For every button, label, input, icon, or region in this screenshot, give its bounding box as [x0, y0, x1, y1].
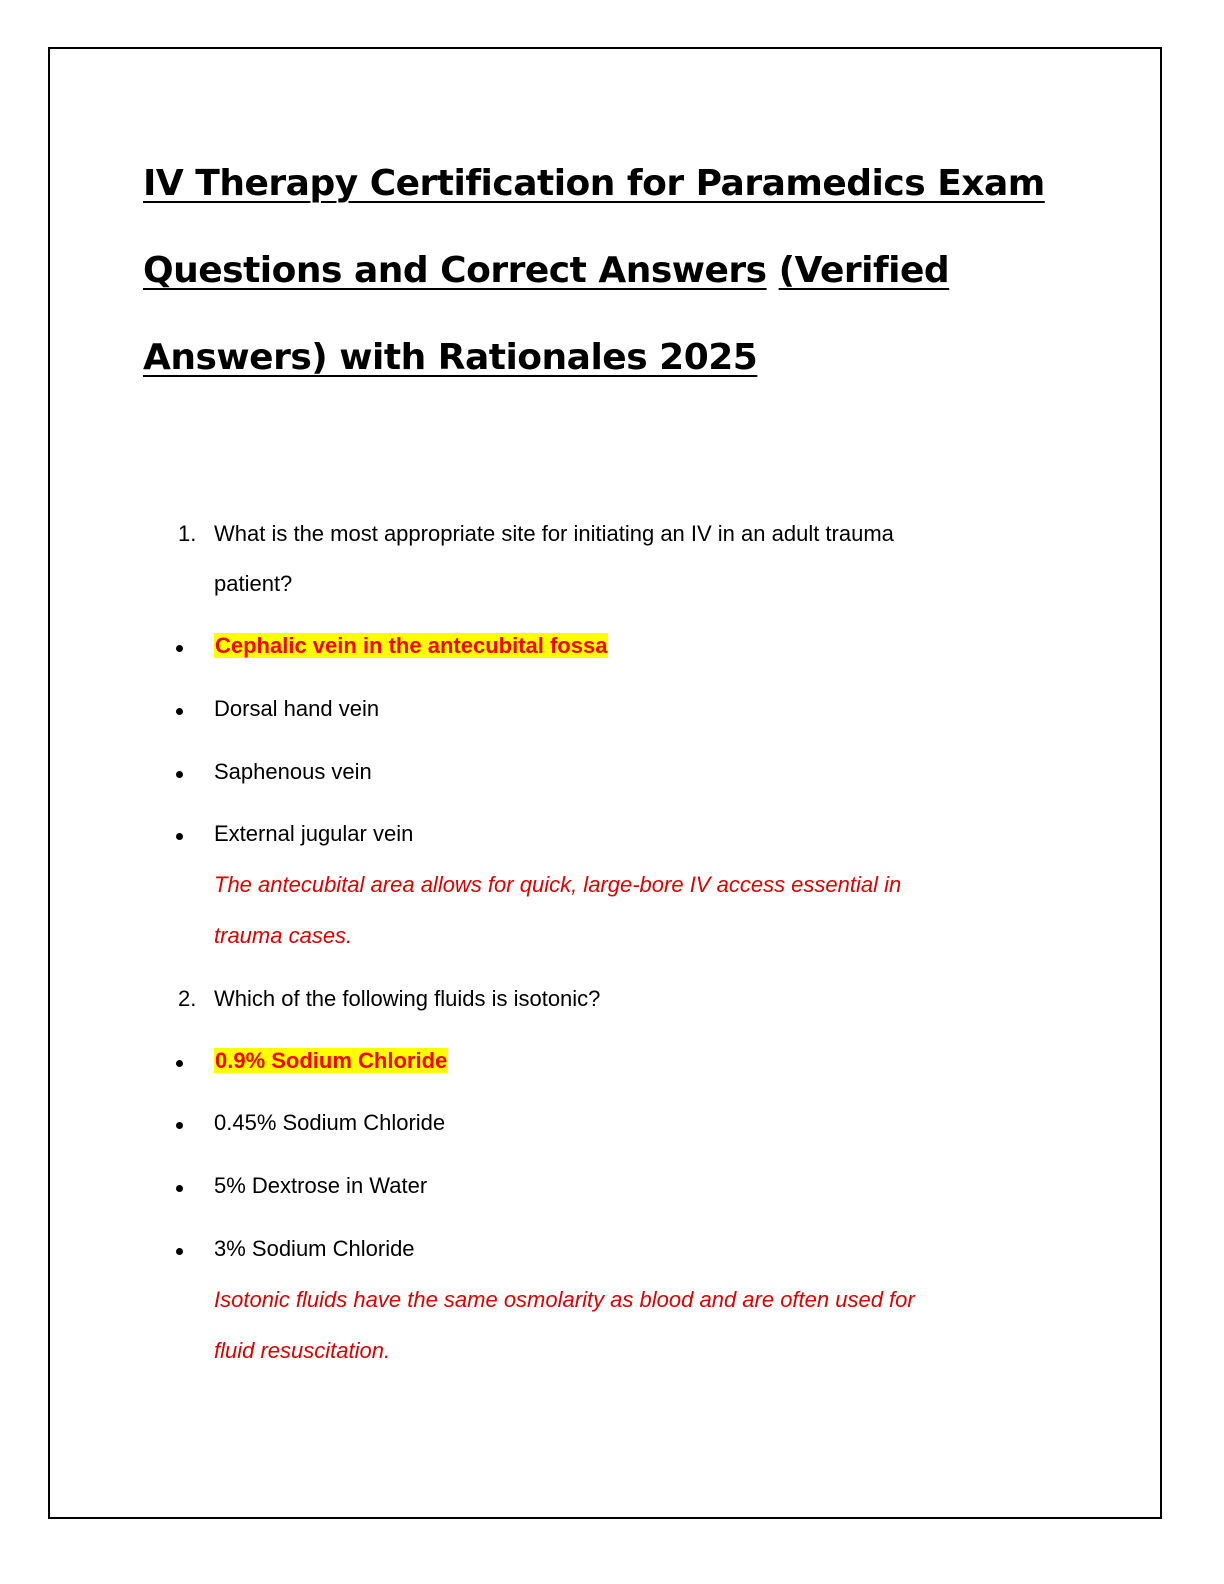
bullet-icon: [176, 645, 183, 652]
correct-answer-text: Cephalic vein in the antecubital fossa: [215, 633, 608, 658]
title-line-2b: (Verified: [778, 250, 950, 291]
answer-option: Dorsal hand vein: [214, 696, 380, 721]
bullet-icon: [176, 1122, 183, 1129]
title-line-1: IV Therapy Certification for Paramedics Exam: [143, 163, 1045, 204]
bullet-icon: [176, 1248, 183, 1255]
document-title: [143, 140, 1103, 401]
bullet-icon: [176, 833, 183, 840]
bullet-icon: [176, 1185, 183, 1192]
bullet-icon: [176, 1060, 183, 1067]
correct-answer: [214, 631, 608, 661]
answer-option: 0.45% Sodium Chloride: [214, 1110, 446, 1135]
question-text-continued: patient?: [214, 571, 293, 596]
correct-answer: [214, 1046, 448, 1076]
title-line-2: Questions and Correct Answers: [143, 250, 767, 291]
question-number: 2.: [178, 986, 197, 1011]
correct-answer-text: 0.9% Sodium Chloride: [215, 1048, 448, 1073]
bullet-icon: [176, 708, 183, 715]
answer-option: 3% Sodium Chloride: [214, 1236, 415, 1261]
answer-option: Saphenous vein: [214, 759, 372, 784]
title-line-3: Answers) with Rationales 2025: [143, 337, 758, 378]
rationale-text: The antecubital area allows for quick, large-bore IV access essential in: [214, 872, 902, 897]
rationale-text: Isotonic fluids have the same osmolarity as blood and are often used for: [214, 1287, 915, 1312]
bullet-icon: [176, 771, 183, 778]
rationale-text-continued: fluid resuscitation.: [214, 1338, 391, 1363]
question-text: What is the most appropriate site for initiating an IV in an adult trauma: [214, 521, 894, 546]
question-text: Which of the following fluids is isotonic?: [214, 986, 601, 1011]
answer-option: 5% Dextrose in Water: [214, 1173, 428, 1198]
rationale-text-continued: trauma cases.: [214, 923, 353, 948]
question-number: 1.: [178, 521, 197, 546]
answer-option: External jugular vein: [214, 821, 414, 846]
